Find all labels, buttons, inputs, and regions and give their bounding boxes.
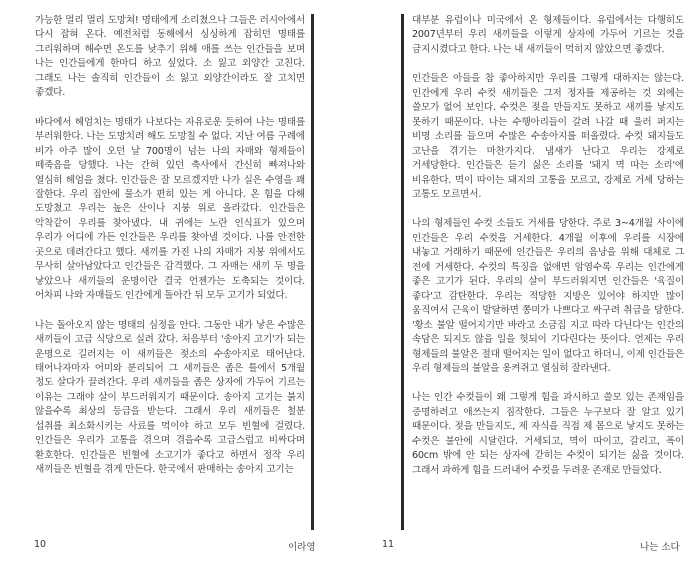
right-paragraph-2: 인간들은 아들을 참 좋아하지만 우리를 그렇게 대하지는 않는다. 인간에게 우리 수컷 새끼들은 그저 정자를 제공하는 것 외에는 쓸모가 없어 보인다. 수컷은 젖을 만들지도 못하고 새끼를 낳지도 못하기 때문이다. 나는 수행아리들이 갈려 나갈 때 울러 퍼지는 비명 소리를 들으며 수많은 수송아지를 떠올렸다. 수컷 돼지들도 고난을 겪기는 마찬가지다. 냄새가 난다고 우리는 강제로 거세당한다. 인간들은 듣기 싫은 소리를 '돼지 멱 따는 소리'에 비유한다. 멱이 따이는 돼지의 고통을 모르고, 강제로 거세 당하는 고통도 모르면서.: [412, 73, 684, 200]
right-paragraph-3: 나의 형제들인 수컷 소들도 거세를 당한다. 주로 3~4개월 사이에 인간들은 우리 수컷을 거세한다. 4개월 이후에 우리를 시장에 내놓고 거래하기 때문에 인간들은 우리의 음낭을 위해 대체로 그 전에 거세한다. 수컷의 특징을 없애면 암염수록 우리는 인간에게 좋은 고기가 된다. 우리의 살이 부드러워지면 인간들은 '육질이 좋다'고 감탄한다. 우리는 적당한 지방은 있어야 하지만 많이 움직여서 근육이 발달하면 쫑미가 나쁘다고 싸구려 취급을 당한다. '황소 불알 떨어지기만 바라고 소금집 지고 따라 다닌다'는 인간의 속담은 되지도 않을 일을 헛되이 기다린다는 뜻이다. 언제는 우리 형제들의 불알은 절대 떨어지는 일이 없다고 하더니, 이제 인간들은 우리 형제들의 불알을 옹켜쥐고 열심히 잘라낸다.: [412, 218, 684, 374]
right-page-body: [412, 14, 684, 493]
left-margin-rule: [311, 14, 314, 530]
left-page-body: [35, 14, 305, 493]
right-margin-rule: [401, 14, 404, 530]
left-paragraph-1: 가능한 멀리 멀리 도망쳐! 명태에게 소리쳤으나 그들은 러시아에서 다시 잡혀 온다. 예전처럼 동해에서 싱싱하게 잡히던 명태를 그리워하며 해수면 온도를 낮추기 위해 애를 쓰는 인간들을 보며 나는 인간들에게 한마디 하고 싶었다. 소 잃고 외양간 고친다. 그래도 나는 솔직히 인간들이 소 잃고 외양간이라도 잘 고치면 좋겠다.: [35, 15, 305, 99]
left-paragraph-3: 나는 돌아오지 않는 명태의 심정을 안다. 그동안 내가 낳은 수많은 새끼들이 고급 식당으로 실려 갔다. 처음부터 '송아지 고기'가 되는 운명으로 길러지는 이 새끼들은 젖소의 수송아지로 태어난다. 태어나자마자 어미와 분리되어 그 새끼들은 좁은 틀에서 5개월 정도 살다가 끌려간다. 우리 새끼들을 좁은 상자에 가두어 기르는 이유는 그래야 살이 부드러워지기 때문이다. 송아지 고기는 붉지 않을수록 최상의 등급을 받는다. 그래서 우리 새끼들은 철분 섭취를 최소화시키는 사료를 먹이야 하고 모두 빈혈에 걸렸다. 인간들은 우리가 고통을 겪으며 겪을수록 고급스럽고 비싸다며 환호한다. 인간들은 빈혈에 소고기가 좋다고 하면서 정작 우리 새끼들은 빈혈을 겪게 만든다. 한국에서 판매하는 송아지 고기는: [35, 319, 305, 476]
left-paragraph-2: 바다에서 헤엄치는 명태가 나보다는 자유로운 듯하여 나는 명태를 부러워한다. 나는 도망치려 해도 도망칠 수 없다. 지난 여름 구례에 비가 아주 많이 오던 날 700명이 넘는 나의 자매와 형제들이 떼죽음을 당했다. 나는 간혀 있던 축사에서 간신히 빠져나와 열심히 헤엄을 쳤다. 인간들은 잘 모르겠지만 나가 실은 수영을 꽤 잘한다. 우리 집안에 물소가 편히 있는 게 아니다. 온 힘을 다해 도망쳤고 우리는 높은 산이나 지붕 위로 올라갔다. 인간들은 악착같이 우리를 찾아냈다. 내 귀에는 노란 인식표가 있으며 우리가 어디에 가든 인간들은 우리를 찾아낼 것이다. 나를 안전한 곳으로 데려간다고 했다. 새끼를 가진 나의 자매가 지붕 위에서도 무사히 살아남았다고 인간들은 감격했다. 그 자매는 새끼 두 명을 낳았으나 새끼들의 운명이란 결국 언젠가는 도축되는 것이다. 어차피 나와 자매들도 인간에게 돌아간 뒤 모두 고기가 되었다.: [35, 116, 305, 302]
right-paragraph-1: 대부분 유럽이나 미국에서 온 형제들이다. 유럽에서는 다행히도 2007년부터 우리 새끼들을 이렇게 상자에 가두어 기르는 것을 금지시켰다고 한다. 나는 내 새끼들이 먹히지 않았으면 좋겠다.: [412, 15, 684, 55]
right-page-number: 11: [382, 539, 395, 550]
left-running-head: 이라영: [288, 542, 316, 553]
right-paragraph-4: 나는 인간 수컷들이 왜 그렇게 힘을 과시하고 쓸모 있는 존재임을 증명하려고 애쓰는지 짐작한다. 그들은 누구보다 잘 알고 있기 때문이다. 젖을 만들지도, 제 자식을 직접 제 몸으로 낳지도 못하는 수컷은 불안에 시달린다. 거세되고, 멱이 따이고, 갈리고, 폭이 60cm 밖에 안 되는 상자에 갇히는 수컷이 되기는 싫을 것이다. 그래서 과하게 힘을 드러내어 수컷을 두려운 존재로 만들었다.: [412, 392, 684, 476]
right-running-head: 나는 소다: [640, 542, 680, 553]
right-page: [350, 0, 700, 569]
left-page-number: 10: [34, 539, 47, 550]
